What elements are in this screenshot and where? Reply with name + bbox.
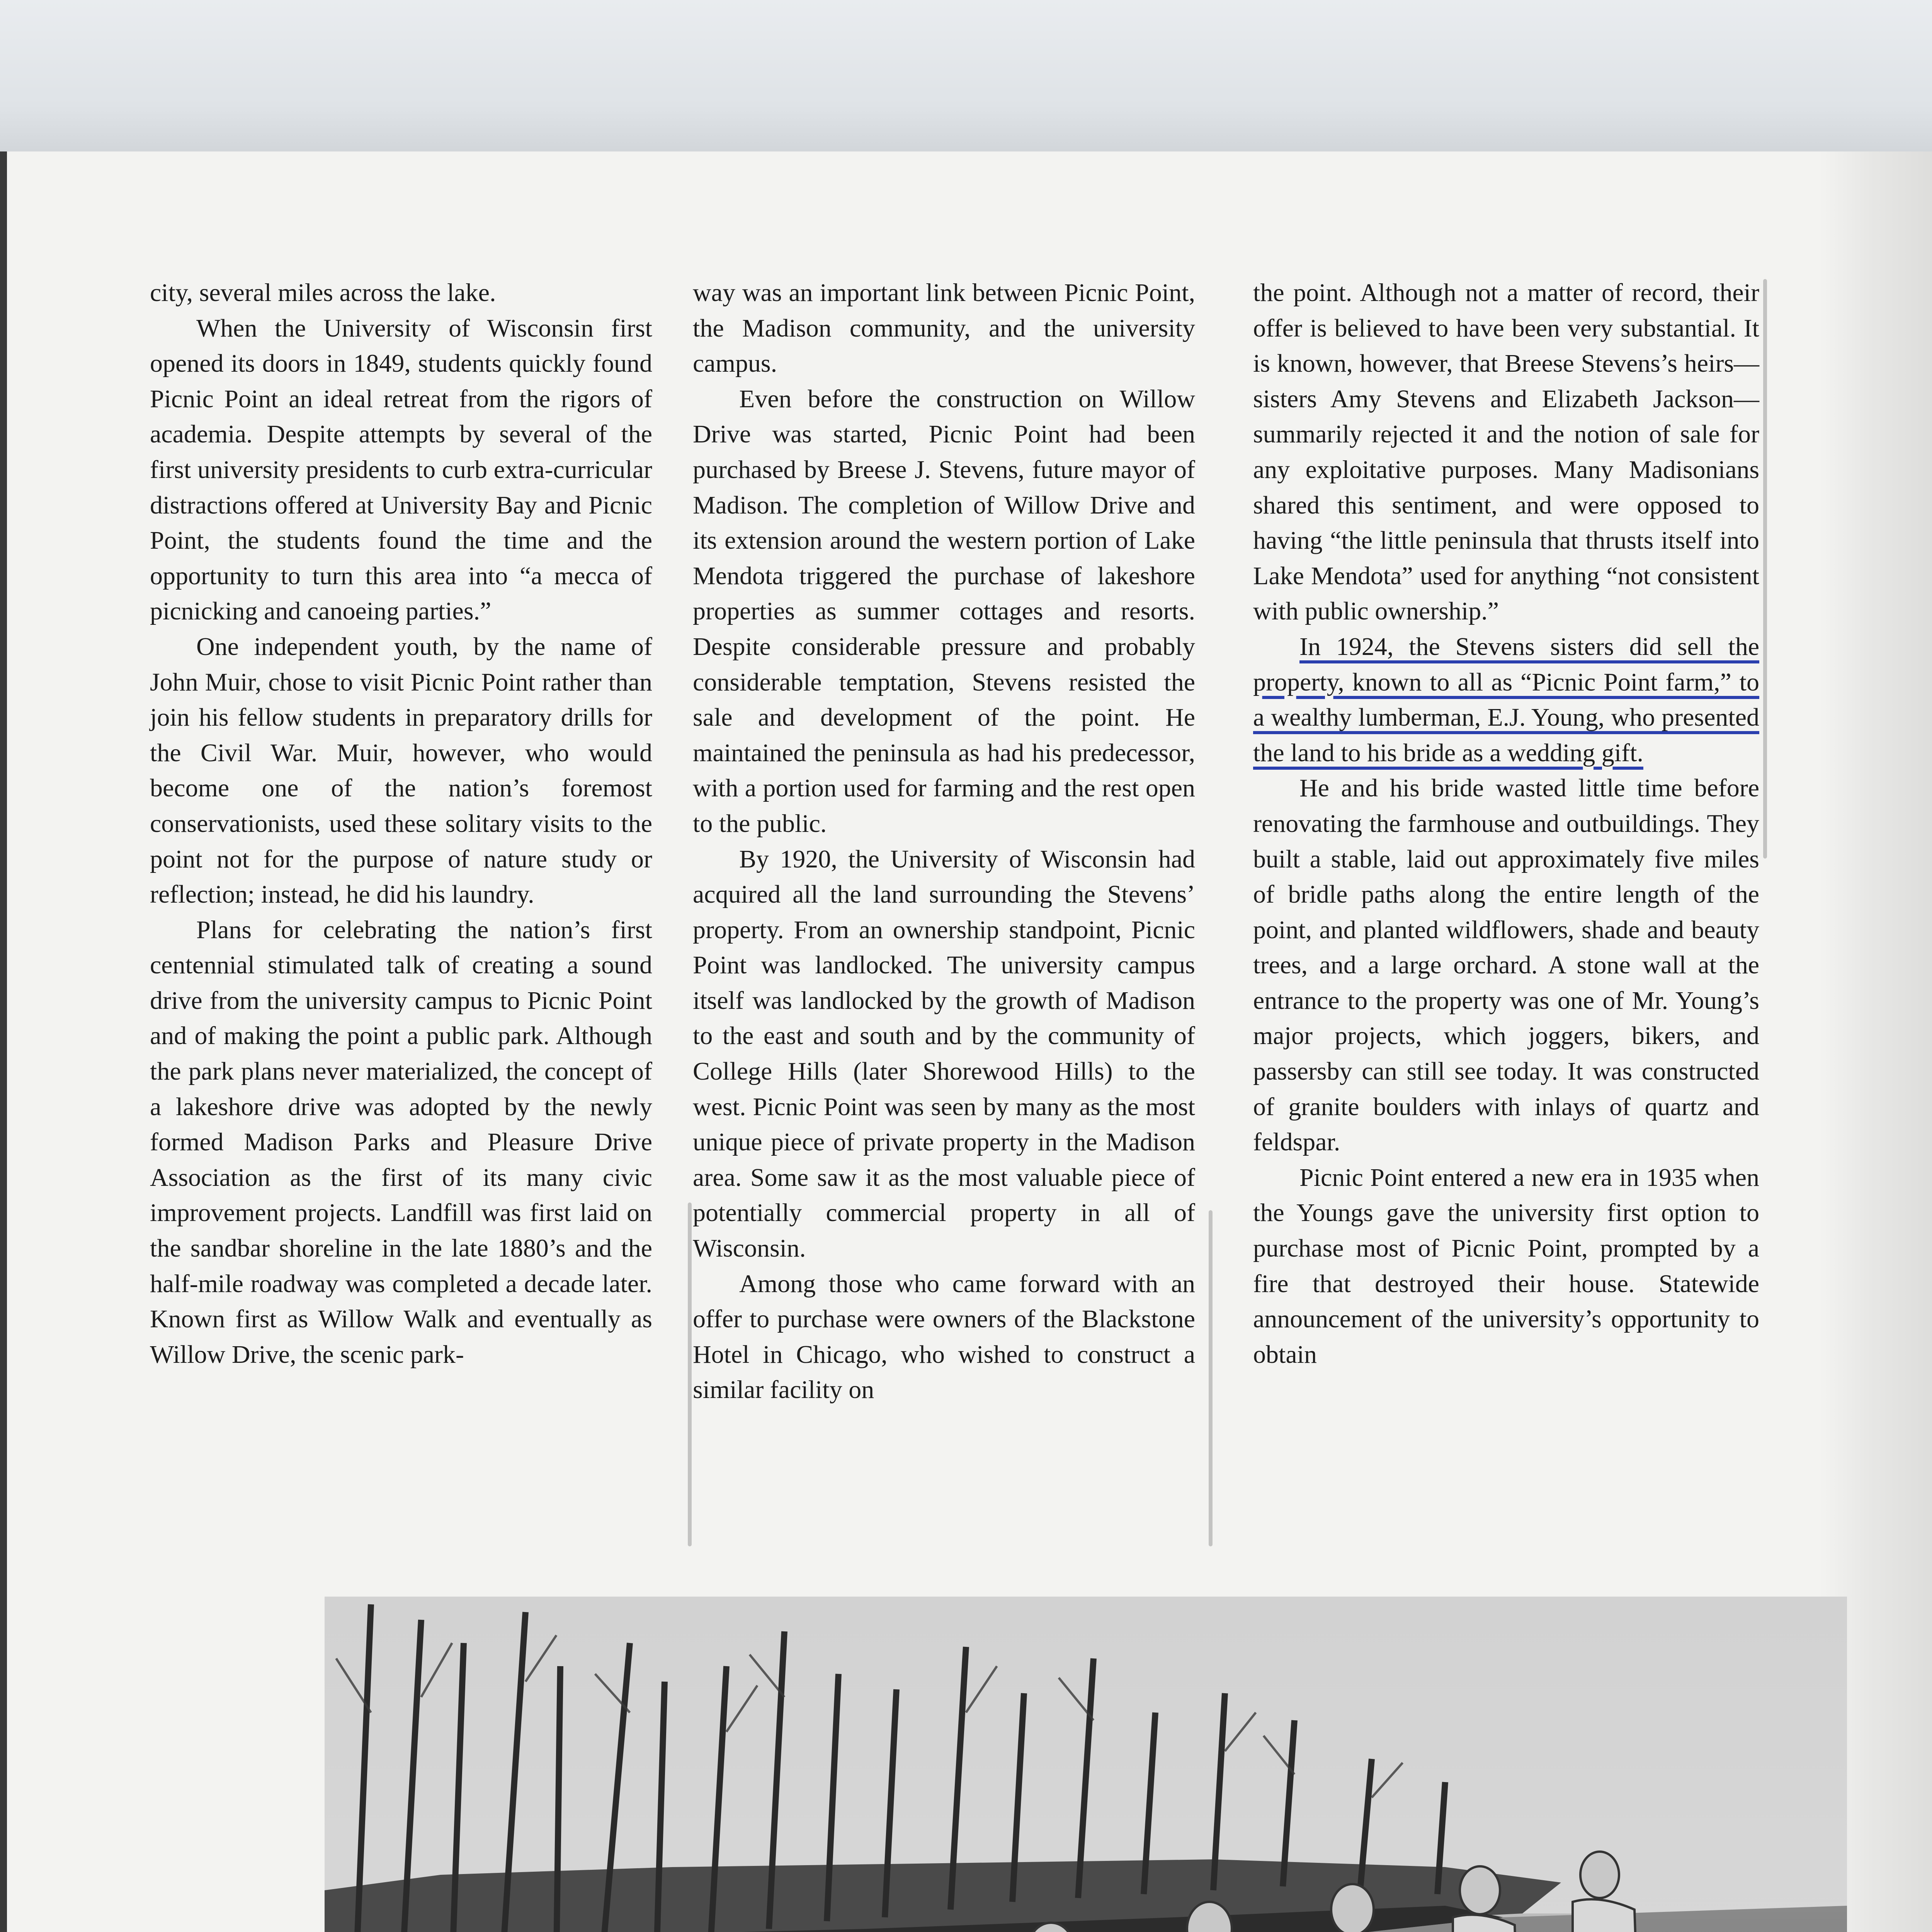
paragraph: By 1920, the University of Wisconsin had acquired all the land surrounding the Stevens’ property. From an ownership standpoint, Picnic Point was landlocked. The university campus itself was landlocked by the growth of Madison to the east and south and by the community of College Hills (later Shorewood Hills) to the west. Picnic Point was seen by many as the most unique piece of private property in the Madison area. Some saw it as the most valuable piece of potentially commercial property in all of Wisconsin. [693,845,1195,1263]
paragraph: One independent youth, by the name of John Muir, chose to visit Picnic Point rather than join his fellow students in preparatory drills for the Civil War. Muir, however, who would become one of the nation’s foremost conservationists, used these solitary visits to the point not for the purpose of nature study or reflection; instead, he did his laundry. [150,632,652,909]
paragraph: Plans for celebrating the nation’s first centennial stimulated talk of creating a sound drive from the university campus to Picnic Point and of making the point a public park. Although the park plans never materialized, the concept of a lakeshore drive was adopted by the newly formed Madison Parks and Pleasure Drive Association as the first of its many civic improvement projects. Landfill was first laid on the sandbar shoreline in the late 1880’s and the half-mile roadway was completed a decade later. Known first as Willow Walk and eventually as Willow Drive, the scenic park- [150,915,652,1369]
rowing-crew-photo-icon [325,1597,1847,1932]
paragraph: city, several miles across the lake. [150,279,496,307]
paragraph: the point. Although not a matter of record, their offer is believed to have been very substantial. It is known, however, that Breese Stevens’s heirs—sisters Amy Stevens and Elizabeth Jackson—summarily rejected it and the notion of sale for any exploitative purposes. Many Madisonians shared this sentiment, and were opposed to having “the little peninsula that thrusts itself into Lake Mendota” used for anything “not consistent with public ownership.” [1253,279,1759,626]
text-column-3 [1253,275,1759,1372]
paragraph: When the University of Wisconsin first opened its doors in 1849, students quickly found Picnic Point an ideal retreat from the rigors of academia. Despite attempts by several of the first university presidents to curb extra-curricular distractions offered at University Bay and Picnic Point, the students found the time and the opportunity to turn this area into “a mecca of picnicking and canoeing parties.” [150,314,652,626]
paragraph: Picnic Point entered a new era in 1935 when the Youngs gave the university first option to purchase most of Picnic Point, prompted by a fire that destroyed their house. Statewide announcement of the university’s opportunity to obtain [1253,1163,1759,1369]
rowing-crew-photo [325,1597,1847,1932]
paragraph: He and his bride wasted little time before renovating the farmhouse and outbuildings. They built a stable, laid out approximately five miles of bridle paths along the entire length of the point, and planted wildflowers, shade and beauty trees, and a large orchard. A stone wall at the entrance to the property was one of Mr. Young’s major projects, which joggers, bikers, and passersby can still see today. It was constructed of granite boulders with inlays of quartz and feldspar. [1253,774,1759,1156]
underlined-paragraph: In 1924, the Stevens sisters did sell the property, known to all as “Picnic Point farm,” to a wealthy lumberman, E.J. Young, who presented the land to his bride as a wedding gift. [1253,632,1759,767]
pencil-margin-mark [688,1202,692,1546]
text-column-1 [150,275,652,1372]
scanner-background [0,0,1932,151]
paragraph: Among those who came forward with an offer to purchase were owners of the Blackstone Hotel in Chicago, who wished to construct a similar facility on [693,1269,1195,1404]
magazine-page [7,151,1932,1932]
paragraph: Even before the construction on Willow Drive was started, Picnic Point had been purchased by Breese J. Stevens, future mayor of Madison. The completion of Willow Drive and its extension around the western portion of Lake Mendota triggered the purchase of lakeshore properties as summer cottages and resorts. Despite considerable pressure and probably considerable temptation, Stevens resisted the sale and development of the point. He maintained the peninsula as had his predecessor, with a portion used for farming and the rest open to the public. [693,384,1195,838]
pencil-margin-mark [1209,1210,1213,1546]
pencil-margin-mark [1763,279,1767,859]
paragraph: way was an important link between Picnic Point, the Madison community, and the university campus. [693,279,1195,378]
text-column-2 [693,275,1195,1408]
